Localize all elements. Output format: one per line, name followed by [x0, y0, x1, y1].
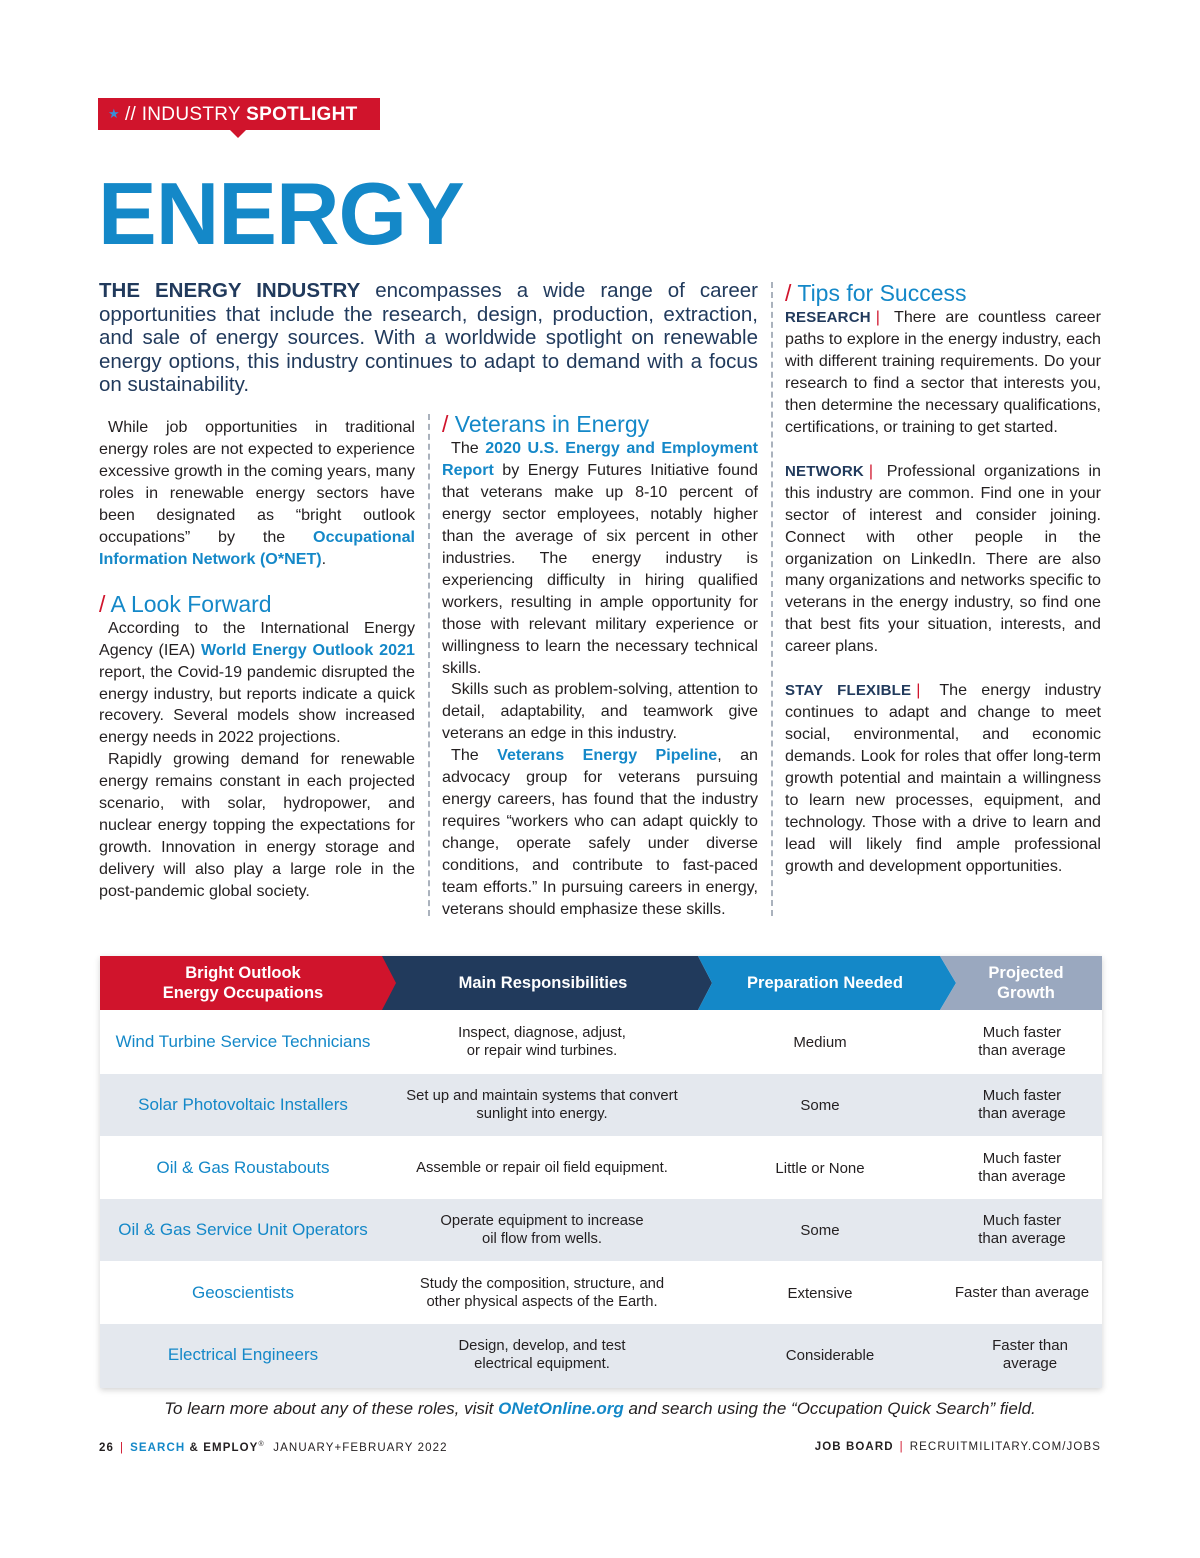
issue-date: JANUARY+FEBRUARY 2022	[273, 1441, 448, 1454]
tip-label: RESEARCH	[785, 309, 871, 326]
col2-paragraph-3	[442, 745, 758, 921]
tip-separator: |	[916, 681, 921, 700]
preparation-cell: Little or None	[775, 1159, 865, 1177]
veterans-energy-pipeline-link[interactable]: Veterans Energy Pipeline	[497, 746, 718, 765]
star-icon: ★	[108, 106, 120, 121]
tip-research	[785, 307, 1101, 439]
table-row	[100, 1324, 1102, 1388]
preparation-cell: Medium	[793, 1033, 847, 1051]
table-header	[100, 956, 1102, 1010]
occupation-cell: Oil & Gas Roustabouts	[156, 1158, 330, 1177]
col2-p1-end: by Energy Futures Initiative found that veterans make up 8-10 percent of energy sector employees, notably higher than the average of six percent in other industries. The energy industry is experiencing difficulty in hiring qualified workers, resulting in ample opportunity for those with relevant military experience or willingness to learn the necessary technical skills.	[442, 460, 758, 677]
footer-right	[815, 1441, 1101, 1453]
col1-paragraph-3: Rapidly growing demand for renewable energy remains constant in each projected scenario, with solar, hydropower, and nuclear energy topping the expectations for growth. Innovation in energy storage and delivery will also play a large role in the post-pandemic global society.	[99, 750, 415, 901]
occupation-cell: Wind Turbine Service Technicians	[115, 1032, 371, 1051]
tag-prefix: // INDUSTRY	[124, 104, 241, 125]
footnote-start: To learn more about any of these roles, visit	[164, 1399, 499, 1418]
occupation-cell: Electrical Engineers	[167, 1345, 319, 1364]
column-divider-1	[428, 414, 430, 916]
tip-separator: |	[868, 461, 874, 480]
section-name: JOB BOARD	[814, 1441, 894, 1453]
table-footnote	[0, 1399, 1200, 1419]
occupation-cell: Geoscientists	[191, 1283, 295, 1302]
growth-cell: Much faster than average	[978, 1212, 1066, 1247]
energy-report-link[interactable]: 2020 U.S. Energy and Employment Report	[442, 439, 758, 479]
brand-search: SEARCH	[130, 1441, 186, 1454]
table-row	[100, 1011, 1102, 1073]
preparation-cell: Some	[800, 1096, 840, 1114]
occupation-cell: Oil & Gas Service Unit Operators	[118, 1220, 368, 1239]
table-row	[100, 1262, 1102, 1324]
col2-paragraph-1	[442, 438, 758, 679]
tips-heading: / Tips for Success	[785, 280, 967, 306]
preparation-cell: Extensive	[787, 1284, 853, 1302]
col1-p2-end: report, the Covid-19 pandemic disrupted the energy industry, but reports indicate a quick recovery. Several models show increased energy needs in 2022 projections.	[99, 662, 415, 747]
page-title: ENERGY	[98, 164, 464, 263]
tip-network	[785, 461, 1101, 659]
responsibilities-cell: Design, develop, and test electrical equipment.	[458, 1338, 626, 1372]
col2-p3-start: The	[451, 746, 498, 765]
tag-notch	[230, 130, 246, 138]
header-responsibilities: Main Responsibilities	[458, 974, 628, 992]
footer-separator: |	[899, 1441, 904, 1453]
onet-link[interactable]: Occupational Information Network (O*NET)	[99, 527, 415, 568]
section-tag	[98, 98, 380, 130]
column-2	[442, 410, 758, 921]
responsibilities-cell: Study the composition, structure, and other physical aspects of the Earth.	[419, 1276, 665, 1310]
col1-paragraph-1	[99, 417, 415, 571]
preparation-cell: Some	[800, 1221, 840, 1239]
veterans-in-energy-heading: / Veterans in Energy	[442, 411, 650, 437]
column-1	[99, 417, 415, 903]
col1-p1-end: .	[321, 549, 327, 568]
growth-cell: Much faster than average	[978, 1150, 1066, 1185]
footnote-end: and search using the “Occupation Quick Search” field.	[623, 1399, 1036, 1418]
intro-lead: THE ENERGY INDUSTRY	[99, 279, 361, 302]
world-energy-outlook-link[interactable]: World Energy Outlook 2021	[201, 640, 415, 659]
page-number: 26	[99, 1441, 114, 1454]
tip-separator: |	[875, 308, 880, 326]
growth-cell: Much faster than average	[978, 1087, 1066, 1122]
occupations-table	[100, 956, 1102, 1388]
table-row	[100, 1199, 1102, 1261]
column-3	[785, 279, 1101, 878]
col1-paragraph-2	[99, 618, 415, 750]
a-look-forward-heading: / A Look Forward	[99, 590, 272, 617]
tip-text: There are countless career paths to explore in the energy industry, each with different training requirements. Do your research to find a sector that interests you, then determine the necessary qualifications, certifications, or training to get started.	[785, 308, 1101, 436]
responsibilities-cell: Inspect, diagnose, adjust, or repair wind turbines.	[458, 1025, 626, 1059]
tip-text: The energy industry continues to adapt and change to meet social, environmental, and economic demands. Look for roles that offer long-term growth potential and maintain a willingness to learn new processes, equipment, and technology. Those with a drive to learn and lead will likely find ample professional growth and development opportunities.	[785, 681, 1101, 875]
occupation-cell: Solar Photovoltaic Installers	[138, 1095, 348, 1114]
col2-p1-start: The	[451, 439, 486, 457]
growth-cell: Faster than average	[954, 1284, 1090, 1301]
col1-p2-text: According to the International Energy Agency (IEA)	[99, 618, 415, 659]
onetonline-link[interactable]: ONetOnline.org	[498, 1399, 624, 1418]
registered-mark: ®	[258, 1441, 265, 1448]
brand-employ: EMPLOY	[203, 1441, 259, 1454]
tip-label: NETWORK	[785, 462, 864, 480]
header-growth: Projected Growth	[988, 964, 1064, 1002]
footer-url[interactable]: RECRUITMILITARY.COM/JOBS	[909, 1441, 1101, 1453]
header-occupations: Bright Outlook Energy Occupations	[162, 964, 324, 1002]
tip-stay-flexible	[785, 680, 1101, 878]
col1-heading-text: A Look Forward	[110, 590, 272, 617]
footer-left	[99, 1441, 448, 1454]
header-preparation: Preparation Needed	[747, 974, 903, 992]
brand-amp: &	[185, 1441, 204, 1454]
footer-separator: |	[120, 1441, 125, 1454]
intro-text: encompasses a wide range of career opportunities that include the research, design, production, extraction, and sale of energy sources. With a worldwide spotlight on renewable energy options, this industry continues to adapt to demand with a focus on sustainability.	[99, 279, 758, 396]
intro-paragraph	[99, 279, 758, 397]
column-divider-2	[771, 282, 773, 916]
tag-bold: SPOTLIGHT	[246, 104, 358, 125]
col3-heading-text: Tips for Success	[797, 280, 967, 306]
responsibilities-cell: Assemble or repair oil field equipment.	[416, 1160, 668, 1176]
table-row	[100, 1074, 1102, 1136]
col1-p1-text: While job opportunities in traditional energy roles are not expected to experience excessive growth in the coming years, many roles in renewable energy sectors have been designated as “bright outlook occupations” by the	[99, 418, 415, 546]
col2-p3-end: , an advocacy group for veterans pursuing energy careers, has found that the industry requires “workers who can adapt quickly to change, operate safely under diverse conditions, and contribute to fast-paced team efforts.” In pursuing careers in energy, veterans should emphasize these skills.	[442, 746, 758, 919]
tip-label: STAY FLEXIBLE	[785, 682, 912, 700]
col2-paragraph-2: Skills such as problem-solving, attention to detail, adaptability, and teamwork give veterans an edge in this industry.	[442, 680, 758, 743]
responsibilities-cell: Set up and maintain systems that convert sunlight into energy.	[406, 1088, 678, 1122]
responsibilities-cell: Operate equipment to increase oil flow from wells.	[440, 1213, 644, 1247]
preparation-cell: Considerable	[785, 1346, 875, 1364]
col2-heading-text: Veterans in Energy	[454, 411, 650, 437]
growth-cell: Faster than average	[992, 1337, 1068, 1372]
tip-text: Professional organizations in this industry are common. Find one in your sector of interest and consider joining. Connect with other people in the organization on LinkedIn. There are also many organizations and networks specific to veterans in the energy industry, so find one that best fits your situation, interests, and career plans.	[785, 461, 1101, 656]
table-row	[100, 1137, 1102, 1199]
growth-cell: Much faster than average	[978, 1024, 1066, 1059]
